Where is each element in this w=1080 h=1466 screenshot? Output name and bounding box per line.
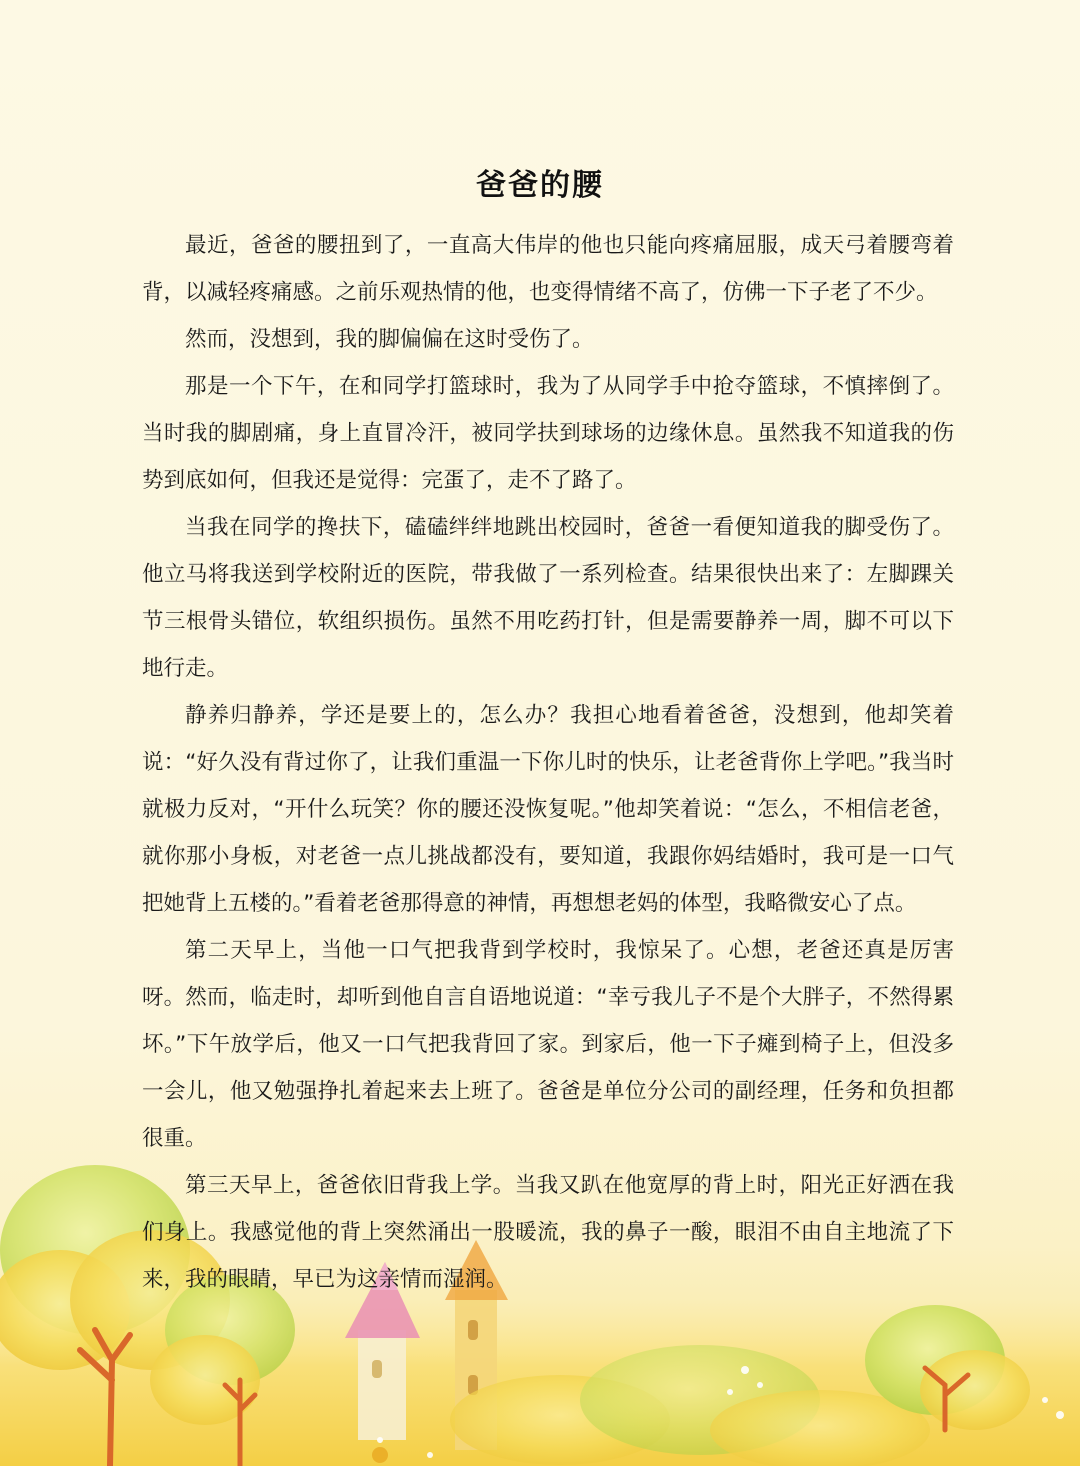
article-body xyxy=(142,222,954,1303)
article-title: 爸爸的腰 xyxy=(476,168,604,203)
paragraph: 最近，爸爸的腰扭到了，一直高大伟岸的他也只能向疼痛屈服，成天弓着腰弯着背，以减轻疼痛感。之前乐观热情的他，也变得情绪不高了，仿佛一下子老了不少。 xyxy=(142,233,954,305)
paragraph: 那是一个下午，在和同学打篮球时，我为了从同学手中抢夺篮球，不慎摔倒了。当时我的脚剧痛，身上直冒冷汗，被同学扶到球场的边缘休息。虽然我不知道我的伤势到底如何，但我还是觉得：完蛋了，走不了路了。 xyxy=(142,374,954,493)
small-ball xyxy=(372,1447,388,1463)
paragraph: 当我在同学的搀扶下，磕磕绊绊地跳出校园时，爸爸一看便知道我的脚受伤了。他立马将我送到学校附近的医院，带我做了一系列检查。结果很快出来了：左脚踝关节三根骨头错位，软组织损伤。虽然不用吃药打针，但是需要静养一周，脚不可以下地行走。 xyxy=(142,515,954,681)
paragraph: 然而，没想到，我的脚偏偏在这时受伤了。 xyxy=(185,327,594,352)
paragraph: 第三天早上，爸爸依旧背我上学。当我又趴在他宽厚的背上时，阳光正好洒在我们身上。我感觉他的背上突然涌出一股暖流，我的鼻子一酸，眼泪不由自主地流了下来，我的眼睛，早已为这亲情而湿润。 xyxy=(142,1173,954,1292)
paragraph: 第二天早上，当他一口气把我背到学校时，我惊呆了。心想，老爸还真是厉害呀。然而，临走时，却听到他自言自语地说道：“幸亏我儿子不是个大胖子，不然得累坏。”下午放学后，他又一口气把我背回了家。到家后，他一下子瘫到椅子上，但没多一会儿，他又勉强挣扎着起来去上班了。爸爸是单位分公司的副经理，任务和负担都很重。 xyxy=(142,938,954,1151)
paragraph: 静养归静养，学还是要上的，怎么办？我担心地看着爸爸，没想到，他却笑着说：“好久没有背过你了，让我们重温一下你儿时的快乐，让老爸背你上学吧。”我当时就极力反对，“开什么玩笑？你的腰还没恢复呢。”他却笑着说：“怎么，不相信老爸，就你那小身板，对老爸一点儿挑战都没有，要知道，我跟你妈结婚时，我可是一口气把她背上五楼的。”看着老爸那得意的神情，再想想老妈的体型，我略微安心了点。 xyxy=(142,703,954,916)
